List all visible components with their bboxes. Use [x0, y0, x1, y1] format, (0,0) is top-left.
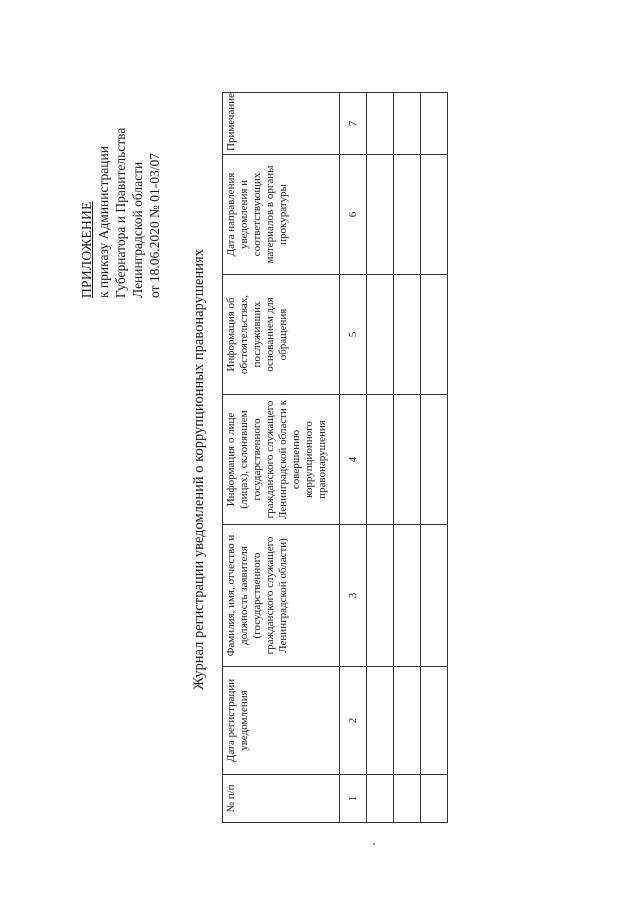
table-cell	[394, 93, 421, 155]
column-number: 3	[340, 525, 367, 667]
column-header: Информация о лице (лицах), склонявшем государственного гражданского служащего Ленинградской области к совершению коррупционного правонарушения	[223, 395, 340, 525]
column-number: 5	[340, 275, 367, 395]
table-cell	[394, 525, 421, 667]
column-number: 7	[340, 93, 367, 155]
registration-table	[222, 93, 446, 823]
table-header-row	[223, 93, 340, 823]
table-cell	[421, 275, 448, 395]
appendix-title: ПРИЛОЖЕНИЕ	[79, 201, 94, 298]
table-cell	[367, 525, 394, 667]
table-cell	[421, 93, 448, 155]
table-cell	[367, 275, 394, 395]
appendix-line-date: от 18.06.2020 № 01-03/07	[147, 153, 162, 298]
column-header: № п/п	[223, 775, 340, 823]
table-cell	[394, 395, 421, 525]
table-cell	[421, 775, 448, 823]
appendix-line-order: к приказу Администрации	[96, 146, 111, 298]
appendix-line-region: Ленинградской области	[130, 161, 145, 298]
table-row	[421, 93, 448, 823]
journal-title: Журнал регистрации уведомлений о коррупционных правонарушениях	[191, 249, 207, 690]
column-header: Дата направления уведомления и соответствующих материалов в органы прокуратуры	[223, 155, 340, 275]
column-number: 1	[340, 775, 367, 823]
table-cell	[421, 395, 448, 525]
table-row	[367, 93, 394, 823]
table-row	[394, 93, 421, 823]
column-header: Примечание	[223, 93, 340, 155]
column-number: 6	[340, 155, 367, 275]
column-number: 2	[340, 667, 367, 775]
appendix-header	[78, 18, 163, 298]
table-cell	[394, 155, 421, 275]
column-number-row	[340, 93, 367, 823]
scan-speck	[373, 843, 375, 845]
table-cell	[421, 155, 448, 275]
table-cell	[394, 775, 421, 823]
table-cell	[367, 395, 394, 525]
table-cell	[421, 525, 448, 667]
table-cell	[367, 93, 394, 155]
table-cell	[421, 667, 448, 775]
column-header: Информация об обстоятельствах, послуживших основанием для обращения	[223, 275, 340, 395]
table-cell	[367, 155, 394, 275]
table-cell	[394, 667, 421, 775]
table-cell	[394, 275, 421, 395]
column-header: Дата регистрации уведомления	[223, 667, 340, 775]
table-cell	[367, 667, 394, 775]
table-cell	[367, 775, 394, 823]
column-header: Фамилия, имя, отчество и должность заявителя (государственного гражданского служащего Ленинградской области)	[223, 525, 340, 667]
column-number: 4	[340, 395, 367, 525]
appendix-line-admin: Губернатора и Правительства	[113, 127, 128, 298]
